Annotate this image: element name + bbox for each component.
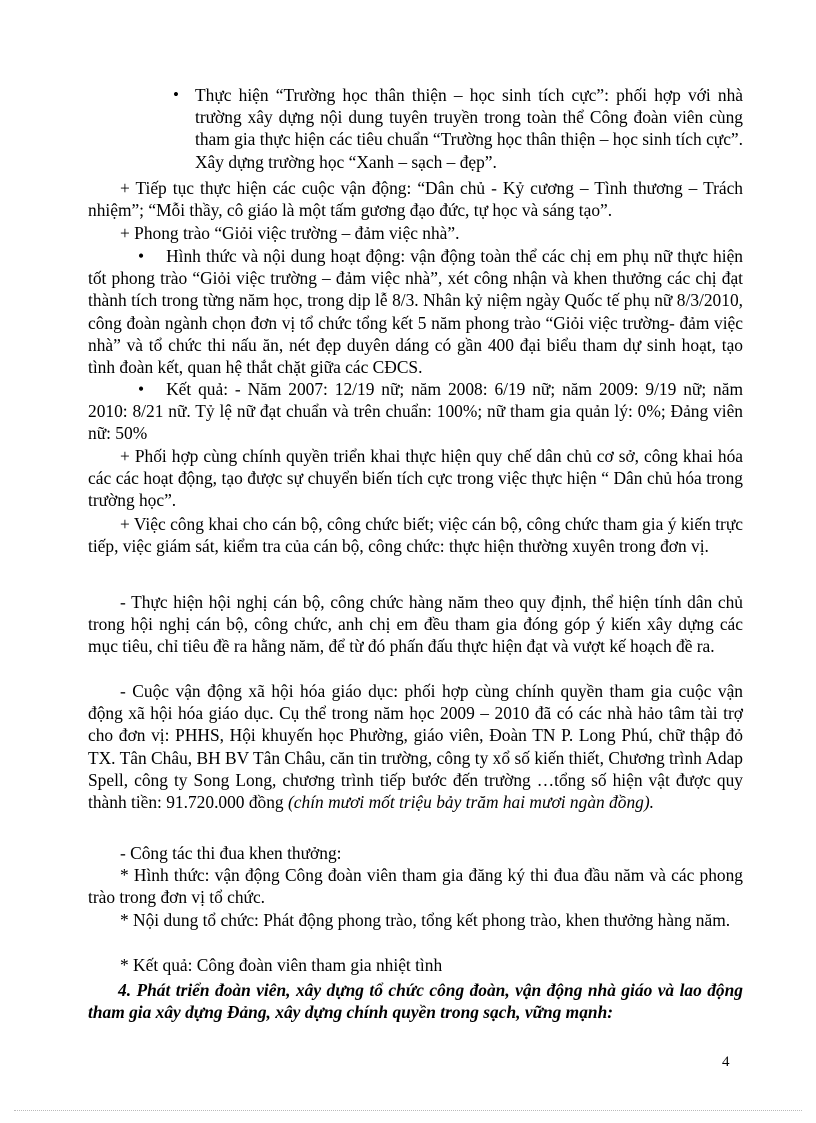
paragraph-cuoc-van-dong: + Tiếp tục thực hiện các cuộc vận động: “Dân chủ - Kỷ cương – Tình thương – Trách nhiệm”; “Mỗi thầy, cô giáo là một tấm gương đạo đức, tự học và sáng tạo”. bbox=[88, 178, 743, 221]
paragraph-phoi-hop: + Phối hợp cùng chính quyền triển khai thực hiện quy chế dân chủ cơ sở, công khai hóa các các hoạt động, tạo được sự chuyển biến tích cực trong việc thực hiện “ Dân chủ hóa trong trường học”. bbox=[88, 446, 743, 511]
page-number: 4 bbox=[722, 1054, 730, 1070]
page-bottom-border bbox=[14, 1110, 802, 1111]
paragraph-phong-trao: + Phong trào “Giỏi việc trường – đảm việc nhà”. bbox=[120, 223, 460, 243]
section-heading-4: 4. Phát triển đoàn viên, xây dựng tổ chức công đoàn, vận động nhà giáo và lao động tham gia xây dựng Đảng, xây dựng chính quyền trong sạch, vững mạnh: bbox=[88, 980, 743, 1023]
hinh-thuc-text: Hình thức và nội dung hoạt động: vận động toàn thể các chị em phụ nữ thực hiện tốt phong trào “Giỏi việc trường – đảm việc nhà”, xét công nhận và khen thưởng các chị đạt thành tích trong từng năm học, trong dịp lễ 8/3. Nhân kỷ niệm ngày Quốc tế phụ nữ 8/3/2010, công đoàn ngành chọn đơn vị tổ chức tổng kết 5 năm phong trào “Giỏi việc trường- đảm việc nhà” và tổ chức thi nấu ăn, nét đẹp duyên dáng có gần 400 đại biểu tham dự sinh hoạt, tạo tình đoàn kết, quan hệ thắt chặt giữa các CĐCS. bbox=[88, 246, 743, 378]
paragraph-hinh-thuc bbox=[88, 245, 743, 378]
paragraph-thi-dua-noi-dung: * Nội dung tổ chức: Phát động phong trào, tổng kết phong trào, khen thưởng hàng năm. bbox=[120, 910, 731, 930]
paragraph-ket-qua bbox=[88, 378, 743, 445]
bullet-dot: • bbox=[138, 379, 145, 399]
paragraph-hoi-nghi: - Thực hiện hội nghị cán bộ, công chức hàng năm theo quy định, thể hiện tính dân chủ trong hội nghị cán bộ, công chức, anh chị em đều tham gia đóng góp ý kiến xây dựng các mục tiêu, chỉ tiêu đề ra hằng năm, để từ đó phấn đấu thực hiện đạt và vượt kế hoạch đề ra. bbox=[88, 592, 743, 657]
bullet-dot: • bbox=[138, 246, 145, 266]
paragraph-thi-dua-hinh-thuc: * Hình thức: vận động Công đoàn viên tham gia đăng ký thi đua đầu năm và các phong trào trong đơn vị tổ chức. bbox=[88, 865, 743, 908]
paragraph-thi-dua: - Công tác thi đua khen thưởng: bbox=[120, 843, 342, 863]
paragraph-thi-dua-ket-qua: * Kết quả: Công đoàn viên tham gia nhiệt tình bbox=[120, 955, 443, 975]
paragraph-xa-hoi-hoa bbox=[88, 680, 743, 813]
paragraph-cong-khai: + Việc công khai cho cán bộ, công chức biết; việc cán bộ, công chức tham gia ý kiến trực tiếp, việc giám sát, kiểm tra của cán bộ, công chức: thực hiện thường xuyên trong đơn vị. bbox=[88, 514, 743, 557]
ket-qua-text: Kết quả: - Năm 2007: 12/19 nữ; năm 2008: 6/19 nữ; năm 2009: 9/19 nữ; năm 2010: 8/21 nữ. Tỷ lệ nữ đạt chuẩn và trên chuẩn: 100%; nữ tham gia quản lý: 0%; Đảng viên nữ: 50% bbox=[88, 379, 743, 444]
xa-hoi-hoa-text: - Cuộc vận động xã hội hóa giáo dục: phối hợp cùng chính quyền tham gia cuộc vận động xã hội hóa giáo dục. Cụ thể trong năm học 2009 – 2010 đã có các nhà hảo tâm tài trợ cho đơn vị: PHHS, Hội khuyến học Phường, giáo viên, Đoàn TN P. Long Phú, chữ thập đỏ TX. Tân Châu, BH BV Tân Châu, căn tin trường, công ty xổ số kiến thiết, Chương trình Adap Spell, công ty Song Long, chương trình tiếp bước đến trường …tổng số hiện vật được quy thành tiền: 91.720.000 đồng bbox=[88, 681, 743, 813]
bullet-dot: • bbox=[173, 85, 179, 104]
paragraph-truong-hoc-than-thien: Thực hiện “Trường học thân thiện – học sinh tích cực”: phối hợp với nhà trường xây dựng nội dung tuyên truyền trong toàn thể Công đoàn viên cùng tham gia thực hiện các tiêu chuẩn “Trường học thân thiện – học sinh tích cực”. Xây dựng trường học “Xanh – sạch – đẹp”. bbox=[195, 85, 743, 172]
xa-hoi-hoa-amount-words: (chín mươi mốt triệu bảy trăm hai mươi ngàn đồng). bbox=[287, 792, 654, 813]
